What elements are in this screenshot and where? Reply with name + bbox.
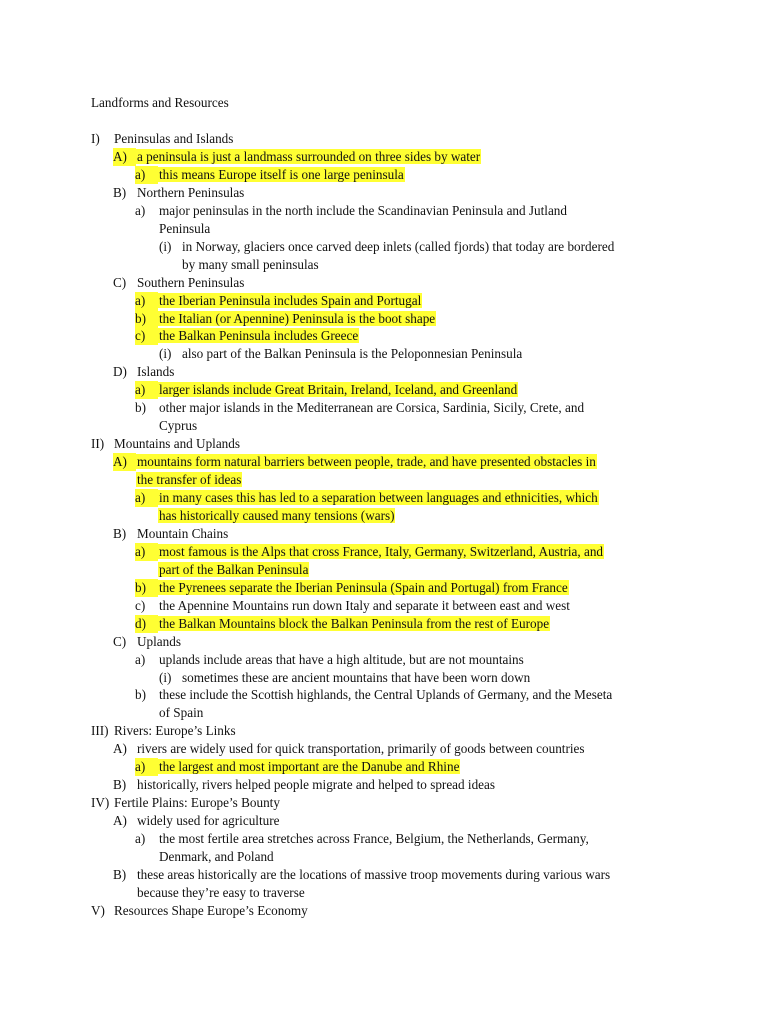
- outline-text: the Apennine Mountains run down Italy and separate it between east and west: [159, 597, 570, 613]
- outline-text: the most fertile area stretches across France, Belgium, the Netherlands, Germany,: [159, 831, 589, 847]
- outline-text: uplands include areas that have a high altitude, but are not mountains: [159, 651, 524, 667]
- list-marker: b): [135, 400, 146, 416]
- outline-line-level-1: [113, 740, 586, 758]
- outline-text: Mountain Chains: [137, 525, 229, 541]
- outline-text: the Iberian Peninsula includes Spain and Portugal: [159, 292, 422, 308]
- list-marker: (i): [159, 346, 172, 362]
- list-marker: d): [135, 615, 158, 633]
- list-marker: B): [113, 777, 127, 793]
- list-marker: a): [135, 651, 146, 667]
- outline-text: other major islands in the Mediterranean are Corsica, Sardinia, Sicily, Crete, and: [159, 400, 585, 416]
- outline-text: larger islands include Great Britain, Ireland, Iceland, and Greenland: [159, 382, 518, 398]
- outline-text: Uplands: [137, 633, 181, 649]
- outline-text: Southern Peninsulas: [137, 274, 245, 290]
- list-marker: B): [113, 866, 127, 882]
- outline-line-level-2: [135, 202, 568, 220]
- outline-line-level-2: [135, 651, 525, 669]
- outline-text: Peninsulas and Islands: [114, 131, 234, 146]
- list-marker: III): [91, 723, 109, 739]
- outline-text: the largest and most important are the Danube and Rhine: [159, 759, 460, 775]
- outline-text: of Spain: [159, 705, 204, 721]
- outline-text: Cyprus: [159, 418, 198, 434]
- outline-line-level-1: [113, 363, 175, 381]
- list-marker: a): [135, 831, 146, 847]
- outline-text: Rivers: Europe’s Links: [114, 723, 236, 739]
- outline-text: part of the Balkan Peninsula: [159, 561, 309, 577]
- outline-line-level-1: [113, 776, 496, 794]
- outline-text: major peninsulas in the north include the Scandinavian Peninsula and Jutland: [159, 202, 567, 218]
- list-marker: IV): [91, 795, 110, 811]
- list-marker: V): [91, 902, 105, 918]
- outline-line-level-1: [113, 812, 280, 830]
- outline-line-level-2: [135, 381, 518, 399]
- list-marker: I): [91, 131, 100, 146]
- list-marker: C): [113, 274, 127, 290]
- outline-text: this means Europe itself is one large peninsula: [159, 166, 404, 182]
- outline-line-level-2: [135, 758, 460, 776]
- outline-line-level-2: [158, 220, 211, 238]
- outline-line-level-2: [135, 292, 422, 310]
- list-marker: c): [135, 327, 158, 345]
- outline-text: Islands: [137, 364, 175, 380]
- outline-line-level-2: [135, 597, 571, 615]
- outline-line-level-1: [113, 274, 245, 292]
- outline-line-level-2: [158, 704, 204, 722]
- outline-line-level-2: [135, 327, 359, 345]
- outline-line-level-0: [91, 902, 309, 920]
- outline-line-level-3: [159, 238, 615, 256]
- outline-text: the Balkan Mountains block the Balkan Peninsula from the rest of Europe: [159, 615, 550, 631]
- outline-line-level-2: [135, 686, 613, 704]
- list-marker: a): [135, 381, 158, 399]
- outline-line-level-3: [159, 669, 531, 687]
- document-title: Landforms and Resources: [91, 95, 229, 110]
- outline-text: a peninsula is just a landmass surrounded on three sides by water: [137, 148, 481, 164]
- outline-text: Mountains and Uplands: [114, 436, 241, 452]
- outline-text: these areas historically are the locations of massive troop movements during various wars: [137, 866, 611, 882]
- list-marker: b): [135, 687, 146, 703]
- outline-text: rivers are widely used for quick transportation, primarily of goods between countries: [137, 741, 585, 757]
- outline-text: Denmark, and Poland: [159, 849, 274, 864]
- outline-line-level-2: [135, 830, 590, 848]
- outline-line-level-0: [91, 794, 281, 812]
- outline-line-level-1: [113, 633, 182, 651]
- list-marker: (i): [159, 669, 172, 685]
- outline-line-level-1: [113, 184, 245, 202]
- list-marker: A): [113, 453, 136, 471]
- outline-line-level-2: [158, 507, 395, 525]
- outline-text: because they’re easy to traverse: [137, 884, 305, 900]
- outline-line-level-1: [113, 453, 597, 471]
- outline-line-level-3: [159, 345, 523, 363]
- list-marker: A): [113, 813, 127, 829]
- outline-line-level-1: [136, 471, 242, 489]
- list-marker: a): [135, 758, 158, 776]
- outline-text: also part of the Balkan Peninsula is the Peloponnesian Peninsula: [182, 346, 523, 362]
- list-marker: c): [135, 597, 146, 613]
- outline-text: historically, rivers helped people migrate and helped to spread ideas: [137, 777, 496, 793]
- outline-text: in many cases this has led to a separation between languages and ethnicities, which: [159, 490, 598, 505]
- outline-text: mountains form natural barriers between people, trade, and have presented obstacles in: [137, 454, 596, 470]
- outline-text: most famous is the Alps that cross France, Italy, Germany, Switzerland, Austria, and: [159, 543, 604, 559]
- list-marker: a): [135, 543, 158, 561]
- list-marker: b): [135, 579, 158, 597]
- outline-text: the Italian (or Apennine) Peninsula is the boot shape: [159, 310, 436, 326]
- outline-line-level-1: [113, 148, 481, 166]
- outline-text: the transfer of ideas: [137, 472, 242, 488]
- list-marker: a): [135, 202, 146, 218]
- outline-line-level-1: [113, 525, 229, 543]
- outline-line-level-2: [158, 417, 198, 435]
- list-marker: (i): [159, 238, 172, 254]
- outline-line-level-0: [91, 722, 237, 740]
- outline-text: the Balkan Peninsula includes Greece: [159, 328, 359, 344]
- outline-line-level-2: [135, 310, 436, 328]
- list-marker: B): [113, 525, 127, 541]
- outline-text: these include the Scottish highlands, the Central Uplands of Germany, and the Meseta: [159, 687, 613, 703]
- list-marker: B): [113, 184, 127, 200]
- list-marker: A): [113, 148, 136, 166]
- outline-text: in Norway, glaciers once carved deep inlets (called fjords) that today are bordered: [182, 238, 615, 254]
- outline-line-level-0: [91, 435, 241, 453]
- list-marker: a): [135, 489, 158, 507]
- outline-line-level-3: [181, 256, 320, 274]
- outline-text: Peninsula: [159, 220, 211, 236]
- outline-text: widely used for agriculture: [137, 813, 280, 829]
- outline-line-level-2: [135, 399, 585, 417]
- outline-text: Resources Shape Europe’s Economy: [114, 902, 308, 918]
- outline-text: Northern Peninsulas: [137, 184, 245, 200]
- list-marker: C): [113, 633, 127, 649]
- list-marker: II): [91, 436, 105, 452]
- outline-text: sometimes these are ancient mountains that have been worn down: [182, 669, 531, 685]
- list-marker: b): [135, 310, 158, 328]
- outline-line-level-2: [158, 561, 309, 579]
- list-marker: D): [113, 364, 127, 380]
- outline-line-level-2: [158, 848, 275, 866]
- outline-line-level-2: [135, 489, 599, 507]
- outline-line-level-0: [91, 130, 234, 148]
- outline-line-level-2: [135, 543, 604, 561]
- outline-line-level-1: [136, 884, 306, 902]
- outline-line-level-2: [135, 579, 569, 597]
- list-marker: a): [135, 292, 158, 310]
- outline-line-level-1: [113, 866, 611, 884]
- outline-line-level-2: [135, 615, 550, 633]
- outline-line-level-2: [135, 166, 405, 184]
- outline-text: Fertile Plains: Europe’s Bounty: [114, 795, 280, 811]
- outline-text: the Pyrenees separate the Iberian Peninsula (Spain and Portugal) from France: [159, 579, 568, 595]
- list-marker: A): [113, 741, 127, 757]
- outline-text: has historically caused many tensions (wars): [159, 507, 395, 523]
- outline-text: by many small peninsulas: [182, 256, 319, 272]
- list-marker: a): [135, 166, 158, 184]
